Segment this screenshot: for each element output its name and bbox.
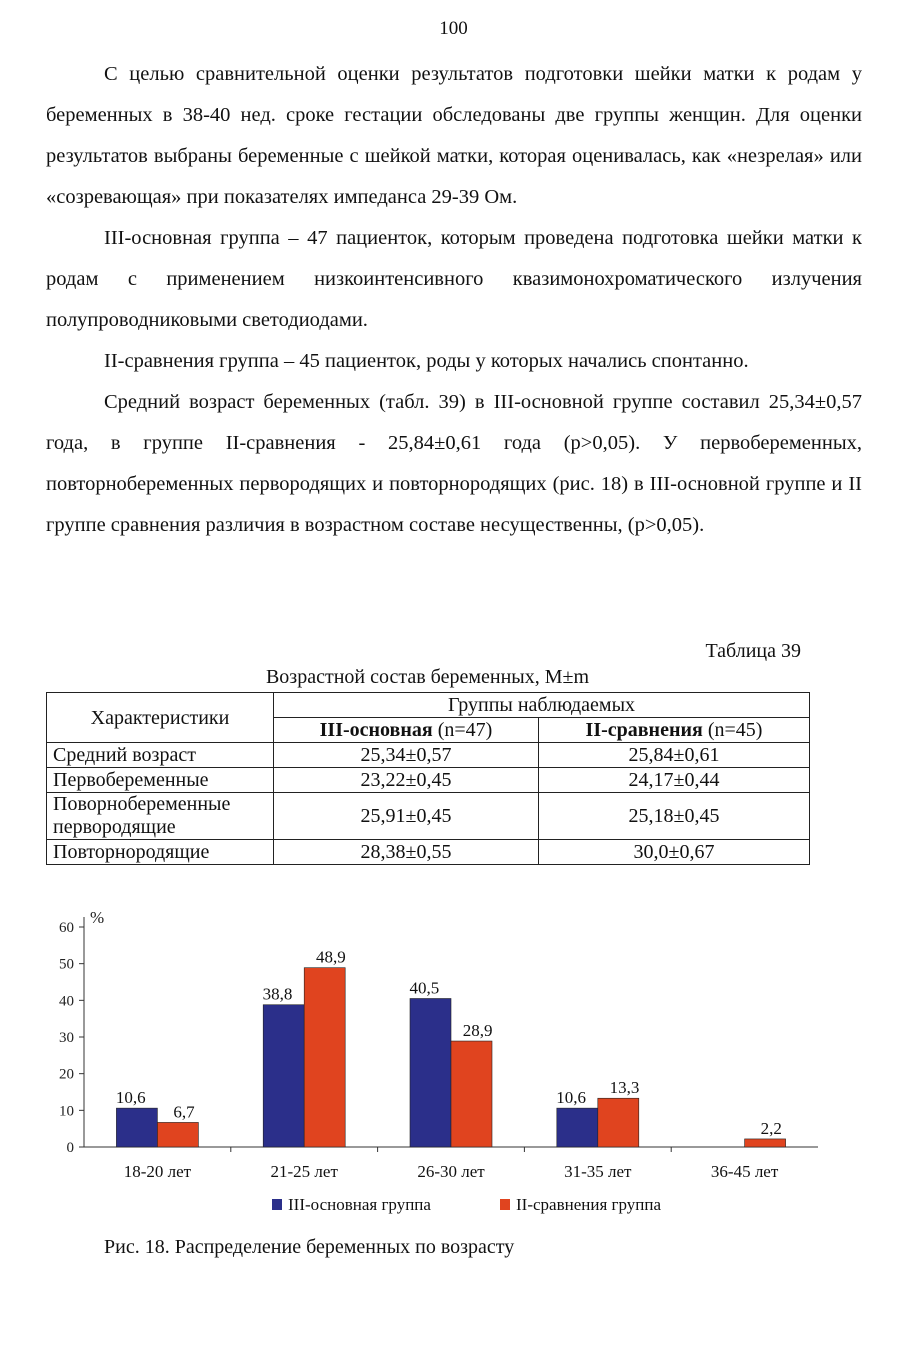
bar-group-iii [557,1108,598,1147]
data-label: 48,9 [315,947,346,967]
bar-group-iii [263,1005,304,1147]
row-value-group1: 25,34±0,57 [274,743,539,768]
bar-group-ii [745,1139,786,1147]
table-number: Таблица 39 [705,640,801,662]
group1-n: (n=47) [432,719,493,741]
y-tick-label: 30 [59,1030,74,1046]
row-value-group1: 23,22±0,45 [274,768,539,793]
bar-group-ii [157,1122,198,1147]
paragraph-2: III-основная группа – 47 пациенток, которым проведена подготовка шейки матки к родам с применением низкоинтенсивного квазимонохроматического излучения полупроводниковыми светодиодами. [46,227,862,331]
paragraph-3: II-сравнения группа – 45 пациенток, роды у которых начались спонтанно. [104,350,749,372]
data-label: 28,9 [462,1021,493,1041]
legend-label: II-сравнения группа [516,1195,661,1214]
chart-svg [40,902,830,1232]
table-row [47,743,810,768]
paragraph-4: Средний возраст беременных (табл. 39) в III-основной группе составил 25,34±0,57 года, в группе II-сравнения - 25,84±0,61 года (p>0,05). У первобеременных, повторнобеременных первородящих и повторнородящих (рис. 18) в III-основной группе и II группе сравнения различия в возрастном составе несущественны, (p>0,05). [46,391,862,536]
y-tick-label: 20 [59,1066,74,1083]
table-row [47,768,810,793]
y-tick-label: 0 [66,1140,74,1156]
y-axis-unit-label: % [90,908,105,927]
y-tick-label: 50 [59,956,74,973]
row-value-group2: 25,18±0,45 [538,793,809,840]
x-tick-label: 21-25 лет [270,1162,338,1181]
group1-name: III-основная [319,719,433,741]
y-tick-label: 60 [59,920,74,936]
x-tick-label: 31-35 лет [564,1162,632,1181]
x-tick-label: 26-30 лет [417,1162,485,1181]
col-header-group1 [274,718,539,743]
data-label: 2,2 [760,1118,782,1138]
data-label: 38,8 [262,984,293,1004]
x-tick-label: 36-45 лет [710,1162,779,1181]
page-number: 100 [439,18,468,39]
group-header: Группы наблюдаемых [274,693,810,718]
data-label: 6,7 [173,1102,195,1122]
legend-swatch [500,1199,510,1210]
x-tick-label: 18-20 лет [123,1162,192,1181]
table-row [47,840,810,865]
body-text [46,54,862,546]
bar-group-ii [451,1041,492,1147]
data-label: 13,3 [609,1078,640,1098]
row-label: Средний возраст [47,743,274,768]
bar-group-ii [304,968,345,1147]
row-label: Повторнородящие [47,840,274,865]
table-row [47,793,810,840]
bar-group-iii [116,1108,157,1147]
col-header-group2 [538,718,809,743]
y-tick-label: 10 [59,1103,74,1120]
figure-caption: Рис. 18. Распределение беременных по возрасту [104,1236,515,1258]
bar-group-iii [410,999,451,1148]
group2-n: (n=45) [702,719,763,741]
table-header-row [47,693,810,718]
age-distribution-chart [40,902,830,1232]
y-tick-label: 40 [59,993,74,1010]
row-value-group1: 28,38±0,55 [274,840,539,865]
group2-name: II-сравнения [585,719,703,741]
data-label: 10,6 [115,1088,146,1108]
row-value-group1: 25,91±0,45 [274,793,539,840]
paragraph-1: С целью сравнительной оценки результатов подготовки шейки матки к родам у беременных в 38-40 нед. сроке гестации обследованы две группы женщин. Для оценки результатов выбраны беременные с шейкой матки, которая оценивалась, как «незрелая» или «созревающая» при показателях импеданса 29-39 Ом. [46,63,862,208]
age-table [46,692,810,865]
bar-group-ii [598,1098,639,1147]
row-value-group2: 25,84±0,61 [538,743,809,768]
data-label: 40,5 [409,978,440,998]
row-value-group2: 24,17±0,44 [538,768,809,793]
col-header-characteristics: Характеристики [47,693,274,743]
table-title: Возрастной состав беременных, M±m [265,666,590,688]
legend-swatch [272,1199,282,1210]
row-value-group2: 30,0±0,67 [538,840,809,865]
legend-label: III-основная группа [288,1195,431,1214]
row-label: Первобеременные [47,768,274,793]
row-label: Поворнобеременные первородящие [47,793,274,840]
data-label: 10,6 [556,1088,587,1108]
